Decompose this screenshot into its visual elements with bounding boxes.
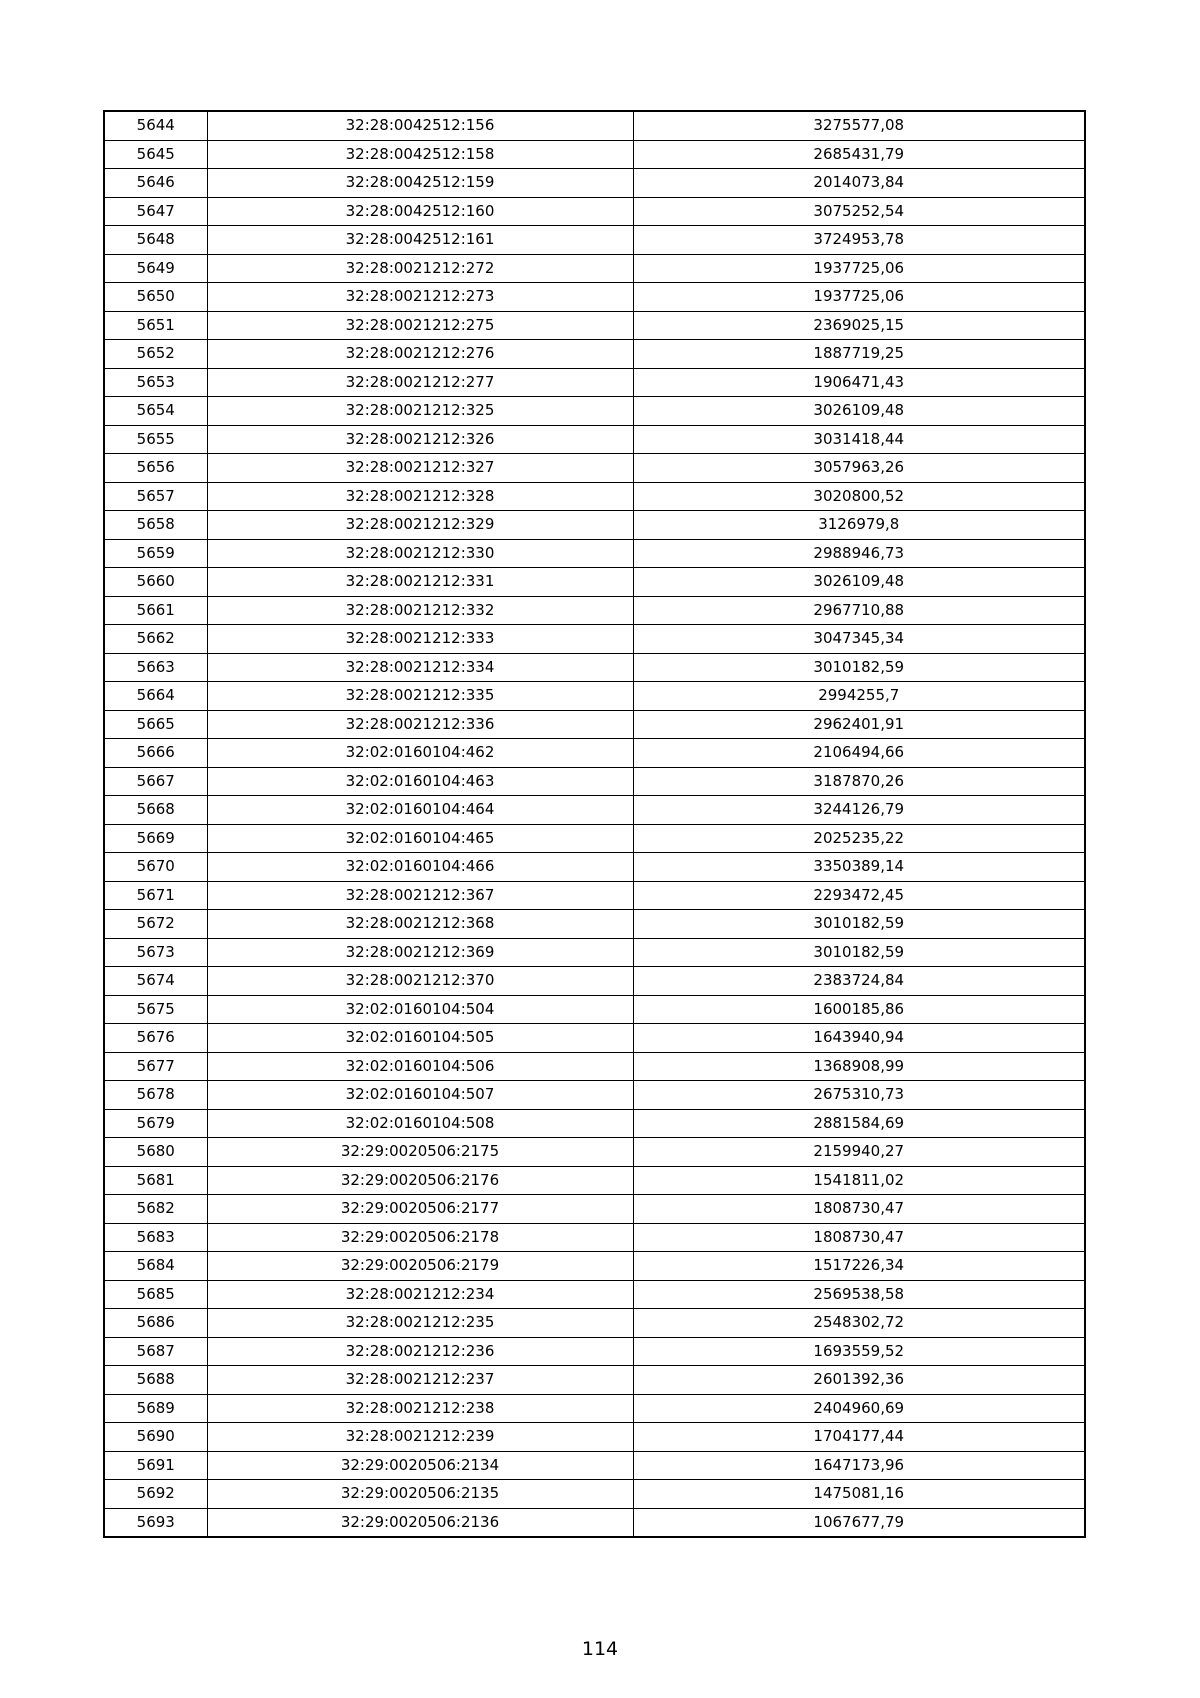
page-number: 114	[581, 1638, 619, 1660]
table-row	[104, 283, 1085, 312]
value-cell: 3020800,52	[633, 482, 1085, 511]
table-row	[104, 511, 1085, 540]
cadastral-number-cell: 32:28:0021212:277	[207, 368, 633, 397]
cadastral-number-cell: 32:28:0021212:327	[207, 454, 633, 483]
row-number-cell: 5665	[104, 710, 207, 739]
value-cell: 1887719,25	[633, 340, 1085, 369]
cadastral-number-cell: 32:28:0021212:336	[207, 710, 633, 739]
cadastral-number-cell: 32:28:0021212:335	[207, 682, 633, 711]
table-row	[104, 1195, 1085, 1224]
row-number-cell: 5646	[104, 169, 207, 198]
row-number-cell: 5677	[104, 1052, 207, 1081]
row-number-cell: 5645	[104, 140, 207, 169]
row-number-cell: 5688	[104, 1366, 207, 1395]
cadastral-number-cell: 32:29:0020506:2135	[207, 1480, 633, 1509]
table-row	[104, 853, 1085, 882]
row-number-cell: 5651	[104, 311, 207, 340]
cadastral-number-cell: 32:02:0160104:506	[207, 1052, 633, 1081]
cadastral-number-cell: 32:28:0021212:272	[207, 254, 633, 283]
row-number-cell: 5657	[104, 482, 207, 511]
table-row	[104, 682, 1085, 711]
cadastral-number-cell: 32:28:0042512:156	[207, 111, 633, 140]
cadastral-number-cell: 32:28:0042512:159	[207, 169, 633, 198]
table-row	[104, 767, 1085, 796]
table-row	[104, 425, 1085, 454]
cadastral-number-cell: 32:28:0021212:273	[207, 283, 633, 312]
cadastral-number-cell: 32:28:0021212:328	[207, 482, 633, 511]
row-number-cell: 5673	[104, 938, 207, 967]
row-number-cell: 5669	[104, 824, 207, 853]
value-cell: 2685431,79	[633, 140, 1085, 169]
row-number-cell: 5658	[104, 511, 207, 540]
table-row	[104, 739, 1085, 768]
cadastral-number-cell: 32:28:0021212:332	[207, 596, 633, 625]
cadastral-number-cell: 32:29:0020506:2179	[207, 1252, 633, 1281]
row-number-cell: 5675	[104, 995, 207, 1024]
table-row	[104, 625, 1085, 654]
table-row	[104, 881, 1085, 910]
table-row	[104, 1081, 1085, 1110]
table-row	[104, 568, 1085, 597]
table-row	[104, 368, 1085, 397]
table-row	[104, 967, 1085, 996]
value-cell: 2994255,7	[633, 682, 1085, 711]
table-row	[104, 1252, 1085, 1281]
row-number-cell: 5683	[104, 1223, 207, 1252]
cadastral-number-cell: 32:28:0021212:334	[207, 653, 633, 682]
cadastral-number-cell: 32:02:0160104:462	[207, 739, 633, 768]
table-row	[104, 1451, 1085, 1480]
value-cell: 2962401,91	[633, 710, 1085, 739]
row-number-cell: 5670	[104, 853, 207, 882]
table-row	[104, 1337, 1085, 1366]
value-cell: 2025235,22	[633, 824, 1085, 853]
table-row	[104, 938, 1085, 967]
cadastral-number-cell: 32:29:0020506:2178	[207, 1223, 633, 1252]
cadastral-number-cell: 32:28:0021212:370	[207, 967, 633, 996]
table-row	[104, 1138, 1085, 1167]
cadastral-number-cell: 32:28:0021212:368	[207, 910, 633, 939]
table-row	[104, 710, 1085, 739]
cadastral-number-cell: 32:28:0021212:239	[207, 1423, 633, 1452]
row-number-cell: 5686	[104, 1309, 207, 1338]
cadastral-number-cell: 32:29:0020506:2136	[207, 1508, 633, 1537]
value-cell: 1647173,96	[633, 1451, 1085, 1480]
cadastral-number-cell: 32:28:0021212:276	[207, 340, 633, 369]
row-number-cell: 5647	[104, 197, 207, 226]
cadastral-number-cell: 32:02:0160104:463	[207, 767, 633, 796]
value-cell: 3075252,54	[633, 197, 1085, 226]
table-row	[104, 1280, 1085, 1309]
row-number-cell: 5691	[104, 1451, 207, 1480]
value-cell: 3031418,44	[633, 425, 1085, 454]
value-cell: 3187870,26	[633, 767, 1085, 796]
table-row	[104, 1508, 1085, 1537]
value-cell: 2293472,45	[633, 881, 1085, 910]
row-number-cell: 5661	[104, 596, 207, 625]
cadastral-number-cell: 32:28:0042512:158	[207, 140, 633, 169]
value-cell: 3047345,34	[633, 625, 1085, 654]
row-number-cell: 5671	[104, 881, 207, 910]
table-row	[104, 539, 1085, 568]
row-number-cell: 5652	[104, 340, 207, 369]
value-cell: 2967710,88	[633, 596, 1085, 625]
cadastral-number-cell: 32:28:0021212:234	[207, 1280, 633, 1309]
value-cell: 3275577,08	[633, 111, 1085, 140]
value-cell: 2369025,15	[633, 311, 1085, 340]
cadastral-number-cell: 32:28:0021212:369	[207, 938, 633, 967]
cadastral-number-cell: 32:29:0020506:2176	[207, 1166, 633, 1195]
value-cell: 3026109,48	[633, 397, 1085, 426]
value-cell: 2881584,69	[633, 1109, 1085, 1138]
table-row	[104, 397, 1085, 426]
row-number-cell: 5654	[104, 397, 207, 426]
value-cell: 1643940,94	[633, 1024, 1085, 1053]
cadastral-number-cell: 32:02:0160104:505	[207, 1024, 633, 1053]
cadastral-number-cell: 32:28:0021212:236	[207, 1337, 633, 1366]
table-row	[104, 1223, 1085, 1252]
value-cell: 2014073,84	[633, 169, 1085, 198]
value-cell: 1067677,79	[633, 1508, 1085, 1537]
value-cell: 1937725,06	[633, 283, 1085, 312]
table-row	[104, 140, 1085, 169]
value-cell: 2601392,36	[633, 1366, 1085, 1395]
value-cell: 1600185,86	[633, 995, 1085, 1024]
value-cell: 3244126,79	[633, 796, 1085, 825]
value-cell: 2675310,73	[633, 1081, 1085, 1110]
row-number-cell: 5679	[104, 1109, 207, 1138]
row-number-cell: 5676	[104, 1024, 207, 1053]
row-number-cell: 5682	[104, 1195, 207, 1224]
value-cell: 1475081,16	[633, 1480, 1085, 1509]
table-row	[104, 454, 1085, 483]
row-number-cell: 5672	[104, 910, 207, 939]
cadastral-number-cell: 32:28:0021212:333	[207, 625, 633, 654]
table-row	[104, 340, 1085, 369]
value-cell: 1693559,52	[633, 1337, 1085, 1366]
row-number-cell: 5648	[104, 226, 207, 255]
value-cell: 2548302,72	[633, 1309, 1085, 1338]
value-cell: 3010182,59	[633, 910, 1085, 939]
row-number-cell: 5680	[104, 1138, 207, 1167]
value-cell: 3057963,26	[633, 454, 1085, 483]
value-cell: 2569538,58	[633, 1280, 1085, 1309]
value-cell: 2159940,27	[633, 1138, 1085, 1167]
row-number-cell: 5684	[104, 1252, 207, 1281]
row-number-cell: 5667	[104, 767, 207, 796]
row-number-cell: 5662	[104, 625, 207, 654]
value-cell: 1517226,34	[633, 1252, 1085, 1281]
table-row	[104, 596, 1085, 625]
value-cell: 2106494,66	[633, 739, 1085, 768]
value-cell: 3010182,59	[633, 653, 1085, 682]
cadastral-number-cell: 32:02:0160104:466	[207, 853, 633, 882]
cadastral-number-cell: 32:28:0021212:237	[207, 1366, 633, 1395]
cadastral-number-cell: 32:28:0021212:330	[207, 539, 633, 568]
table-row	[104, 995, 1085, 1024]
value-cell: 1906471,43	[633, 368, 1085, 397]
value-cell: 3126979,8	[633, 511, 1085, 540]
table-row	[104, 1480, 1085, 1509]
table-row	[104, 1423, 1085, 1452]
cadastral-number-cell: 32:29:0020506:2177	[207, 1195, 633, 1224]
table-row	[104, 1309, 1085, 1338]
row-number-cell: 5681	[104, 1166, 207, 1195]
row-number-cell: 5668	[104, 796, 207, 825]
cadastral-number-cell: 32:28:0021212:275	[207, 311, 633, 340]
value-cell: 3026109,48	[633, 568, 1085, 597]
table-row	[104, 796, 1085, 825]
row-number-cell: 5664	[104, 682, 207, 711]
table-row	[104, 910, 1085, 939]
row-number-cell: 5644	[104, 111, 207, 140]
row-number-cell: 5689	[104, 1394, 207, 1423]
value-cell: 1808730,47	[633, 1195, 1085, 1224]
table-row	[104, 169, 1085, 198]
row-number-cell: 5663	[104, 653, 207, 682]
table-row	[104, 1366, 1085, 1395]
cadastral-number-cell: 32:28:0042512:160	[207, 197, 633, 226]
cadastral-number-cell: 32:28:0042512:161	[207, 226, 633, 255]
value-cell: 2988946,73	[633, 539, 1085, 568]
cadastral-number-cell: 32:02:0160104:504	[207, 995, 633, 1024]
row-number-cell: 5674	[104, 967, 207, 996]
row-number-cell: 5687	[104, 1337, 207, 1366]
row-number-cell: 5690	[104, 1423, 207, 1452]
cadastral-number-cell: 32:28:0021212:326	[207, 425, 633, 454]
cadastral-number-cell: 32:02:0160104:508	[207, 1109, 633, 1138]
value-cell: 1368908,99	[633, 1052, 1085, 1081]
value-cell: 3350389,14	[633, 853, 1085, 882]
table-row	[104, 482, 1085, 511]
cadastral-number-cell: 32:02:0160104:464	[207, 796, 633, 825]
cadastral-number-cell: 32:02:0160104:507	[207, 1081, 633, 1110]
table-row	[104, 1052, 1085, 1081]
row-number-cell: 5685	[104, 1280, 207, 1309]
row-number-cell: 5666	[104, 739, 207, 768]
value-cell: 1541811,02	[633, 1166, 1085, 1195]
row-number-cell: 5693	[104, 1508, 207, 1537]
cadastral-number-cell: 32:28:0021212:329	[207, 511, 633, 540]
row-number-cell: 5692	[104, 1480, 207, 1509]
registry-table	[103, 110, 1086, 1538]
cadastral-number-cell: 32:28:0021212:235	[207, 1309, 633, 1338]
cadastral-number-cell: 32:29:0020506:2175	[207, 1138, 633, 1167]
row-number-cell: 5653	[104, 368, 207, 397]
cadastral-number-cell: 32:28:0021212:367	[207, 881, 633, 910]
table-row	[104, 1109, 1085, 1138]
value-cell: 1808730,47	[633, 1223, 1085, 1252]
row-number-cell: 5655	[104, 425, 207, 454]
row-number-cell: 5650	[104, 283, 207, 312]
table-row	[104, 1394, 1085, 1423]
cadastral-number-cell: 32:28:0021212:325	[207, 397, 633, 426]
cadastral-number-cell: 32:29:0020506:2134	[207, 1451, 633, 1480]
value-cell: 1937725,06	[633, 254, 1085, 283]
value-cell: 2383724,84	[633, 967, 1085, 996]
cadastral-number-cell: 32:28:0021212:331	[207, 568, 633, 597]
registry-table-body	[104, 111, 1085, 1537]
row-number-cell: 5678	[104, 1081, 207, 1110]
table-row	[104, 311, 1085, 340]
table-row	[104, 197, 1085, 226]
table-row	[104, 1024, 1085, 1053]
value-cell: 1704177,44	[633, 1423, 1085, 1452]
row-number-cell: 5660	[104, 568, 207, 597]
value-cell: 2404960,69	[633, 1394, 1085, 1423]
row-number-cell: 5656	[104, 454, 207, 483]
row-number-cell: 5659	[104, 539, 207, 568]
table-row	[104, 226, 1085, 255]
value-cell: 3724953,78	[633, 226, 1085, 255]
table-row	[104, 254, 1085, 283]
cadastral-number-cell: 32:02:0160104:465	[207, 824, 633, 853]
table-row	[104, 824, 1085, 853]
row-number-cell: 5649	[104, 254, 207, 283]
table-row	[104, 653, 1085, 682]
table-row	[104, 1166, 1085, 1195]
cadastral-number-cell: 32:28:0021212:238	[207, 1394, 633, 1423]
table-row	[104, 111, 1085, 140]
value-cell: 3010182,59	[633, 938, 1085, 967]
